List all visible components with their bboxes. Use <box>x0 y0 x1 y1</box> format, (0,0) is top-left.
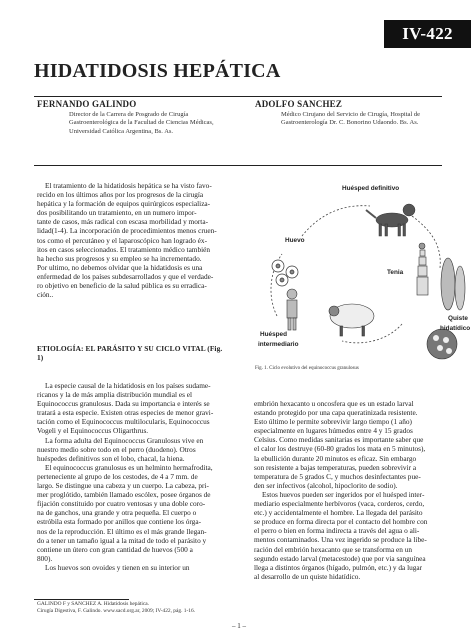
affiliation-line: Universidad Católica Argentina, Bs. As. <box>69 127 174 135</box>
text-line: El equinococcus granulosus es un helminto hermafrodita, <box>45 462 213 472</box>
text-line: den ser infectivos (alcohol, hipoclorito de sodio). <box>254 480 398 490</box>
author-name-1: FERNANDO GALINDO <box>37 99 137 109</box>
text-line: nos de la reproducción. El último es el más grande llegan- <box>37 526 207 536</box>
authors-bottom-rule <box>34 165 442 166</box>
heading-line: ETIOLOGÍA: EL PARÁSITO Y SU CICLO VITAL (Fig. <box>37 344 223 353</box>
human-illustration <box>287 289 297 330</box>
egg-illustration <box>272 260 298 286</box>
text-line: itos en casos seleccionados. El tratamiento médico también <box>37 244 211 254</box>
text-line: ro objetivo en beneficio de la salud pública es su erradica- <box>37 281 207 291</box>
text-line: etc.) y accidentalmente el hombre. La llegada del parásito <box>254 508 423 518</box>
text-line: mediario especialmente herbívoros (vaca, corderos, cerdo, <box>254 499 425 509</box>
affiliation-line: Gastroenterológica de la Facultad de Ciencias Médicas, <box>69 119 214 127</box>
text-line: dos posibilitando un tratamiento, en un numero impor- <box>37 208 197 218</box>
intro-paragraph <box>37 181 238 299</box>
affiliation-line: Gastroenterología Dr. C. Bonorino Udaondo. Bs. As. <box>281 119 419 127</box>
text-line: el calor los destruye (60-80 grados los mata en 5 minutos), <box>254 444 426 454</box>
text-line: 800). <box>37 553 53 563</box>
text-line: Por ultimo, no debemos olvidar que la hidatidosis es una <box>37 262 203 272</box>
life-cycle-figure <box>252 176 472 366</box>
article-title: HIDATIDOSIS HEPÁTICA <box>34 60 281 82</box>
cycle-arrow-top <box>302 206 370 236</box>
text-line: ración del embrión hexacanto que se transforma en un <box>254 544 413 554</box>
text-line: contiene un útero con gran cantidad de huevos (500 a <box>37 544 193 554</box>
text-line: tos como el percutáneo y el laparoscópico han logrado éx- <box>37 235 207 245</box>
text-line: segundo estado larval (metacestode) que por via sanguínea <box>254 553 426 563</box>
affiliation-line: Médico Cirujano del Servicio de Cirugía, Hospital de <box>281 111 420 118</box>
right-body-text <box>254 399 453 581</box>
label-cyst-1: Quiste <box>448 315 468 322</box>
label-tapeworm: Tenia <box>387 269 404 276</box>
text-line: La especie causal de la hidatidosis en los países sudame- <box>45 381 211 390</box>
heading-line: 1) <box>37 353 44 362</box>
dog-illustration <box>366 204 415 236</box>
text-line: recido en los últimos años por los progresos de la cirugía <box>37 190 204 200</box>
text-line: Vogeli y el Equinococcus Oligarthrus. <box>37 426 149 436</box>
text-line: especialmente en lugares húmedos entre 4 y 15 grados <box>254 426 413 436</box>
text-line: ricanos y la de más amplia distribución mundial es el <box>37 390 193 400</box>
text-line: hepática y la formación de equipos quirúrgicos especializa- <box>37 199 211 209</box>
text-line: tratará a esta especie. Existen otras especies de menor gravi- <box>37 408 214 418</box>
text-line: temperatura de 5 grados C, y muchos desinfectantes pue- <box>254 471 421 481</box>
text-line: la ebullición durante 20 minutos es eficaz. Sin embargo <box>254 453 417 463</box>
text-line: Equinococcus granulosus. Dada su importancia e interés se <box>37 399 210 409</box>
citation-footer <box>37 601 195 615</box>
left-body-text <box>37 381 238 572</box>
section-heading <box>37 344 240 362</box>
figure-caption: Fig. 1. Ciclo evolutivo del equinococcus granulosus <box>255 366 359 371</box>
article-code-tag: IV-422 <box>384 20 471 48</box>
text-line: huéspedes definitivos son el lobo, chacal, la hiena. <box>37 453 185 463</box>
text-line: al desarrollo de un quiste hidatídico. <box>254 571 361 581</box>
text-line: tante de casos, más radical con escasa morbilidad y morta- <box>37 217 209 227</box>
text-line: se produce en forma directa por el contacto del hombre con <box>254 517 428 527</box>
text-line: el perro o bien en forma indirecta a través del agua o ali- <box>254 526 420 536</box>
author-affiliation-1 <box>69 111 259 136</box>
label-definitive-host: Huésped definitivo <box>342 185 400 192</box>
text-line: embrión hexacanto u oncosfera que es un estado larval <box>254 399 414 408</box>
text-line: La forma adulta del Equinococcus Granulosus vive en <box>45 435 204 445</box>
text-line: na de ganchos, una grande y otra pequeña. El cuerpo o <box>37 508 197 518</box>
text-line: nuestro medio sobre todo en el perro (duodeno). Otros <box>37 444 196 454</box>
text-line: enfermedad de los países subdesarrollados y que el verdade- <box>37 271 214 281</box>
text-line: Esto último le permite sobrevivir largo tiempo (1 año) <box>254 417 412 427</box>
text-line: ción.. <box>37 290 54 300</box>
author-affiliation-2 <box>281 111 471 128</box>
text-line: ha hecho sus progresos y su empleo se ha incrementado. <box>37 253 202 263</box>
label-cyst-2: hidatídico <box>440 325 471 332</box>
author-name-2: ADOLFO SANCHEZ <box>255 99 343 109</box>
authors-top-rule <box>34 96 442 97</box>
text-line: lidad(1-4). La incorporación de procedimientos menos cruen- <box>37 226 217 236</box>
text-line: Los huevos son ovoides y tienen en su interior un <box>45 562 190 572</box>
text-line: Estos huevos pueden ser ingeridos por el huésped inter- <box>262 489 425 499</box>
text-line: Celsius. Como medidas sanitarias es importante saber que <box>254 435 424 445</box>
page-number: – 1 – <box>232 622 246 630</box>
text-line: estando protegido por una capa queratinizada resistente. <box>254 408 418 418</box>
label-intermediate-host-2: intermediario <box>258 341 299 348</box>
label-egg: Huevo <box>285 237 305 244</box>
text-line: mentos contaminados. Una vez ingerido se produce la libe- <box>254 535 427 545</box>
citation-line-2: Cirugía Digestiva, F. Galindo. www.sacd.org.ar, 2009; IV-422, pág. 1-16. <box>37 608 196 614</box>
text-line: do a tener un tamaño igual a la mitad de todo el parásito y <box>37 535 207 545</box>
citation-line-1: GALINDO F y SANCHEZ A. Hidatidosis hepática. <box>37 601 149 607</box>
hydatid-cyst-illustration <box>427 329 457 359</box>
text-line: fijación constituido por cuatro ventosas y una doble coro- <box>37 499 206 509</box>
label-intermediate-host-1: Huésped <box>260 331 287 338</box>
text-line: son resistente a bajas temperaturas, pueden sobrevivir a <box>254 462 417 472</box>
text-line: largo. Se distingue una cabeza y un cuerpo. La cabeza, pri- <box>37 481 209 491</box>
text-line: tación como el Equinococcus multilocularis, Equinococcus <box>37 417 210 427</box>
sheep-illustration <box>329 304 374 336</box>
text-line: perteneciente al grupo de los cestodes, de 4 a 7 mm. de <box>37 471 198 481</box>
footer-rule <box>34 599 129 600</box>
text-line: llega a distintos órganos (hígado, pulmón, etc.) y da lugar <box>254 562 423 572</box>
tapeworm-illustration <box>417 243 465 310</box>
text-line: El tratamiento de la hidatidosis hepática se ha visto favo- <box>45 181 212 190</box>
text-line: estróbila esta formado por anillos que contiene los órga- <box>37 517 201 527</box>
text-line: mer proglótido, también llamado escólex, posee órganos de <box>37 490 211 500</box>
affiliation-line: Director de la Carrera de Posgrado de Cirugía <box>69 111 189 118</box>
